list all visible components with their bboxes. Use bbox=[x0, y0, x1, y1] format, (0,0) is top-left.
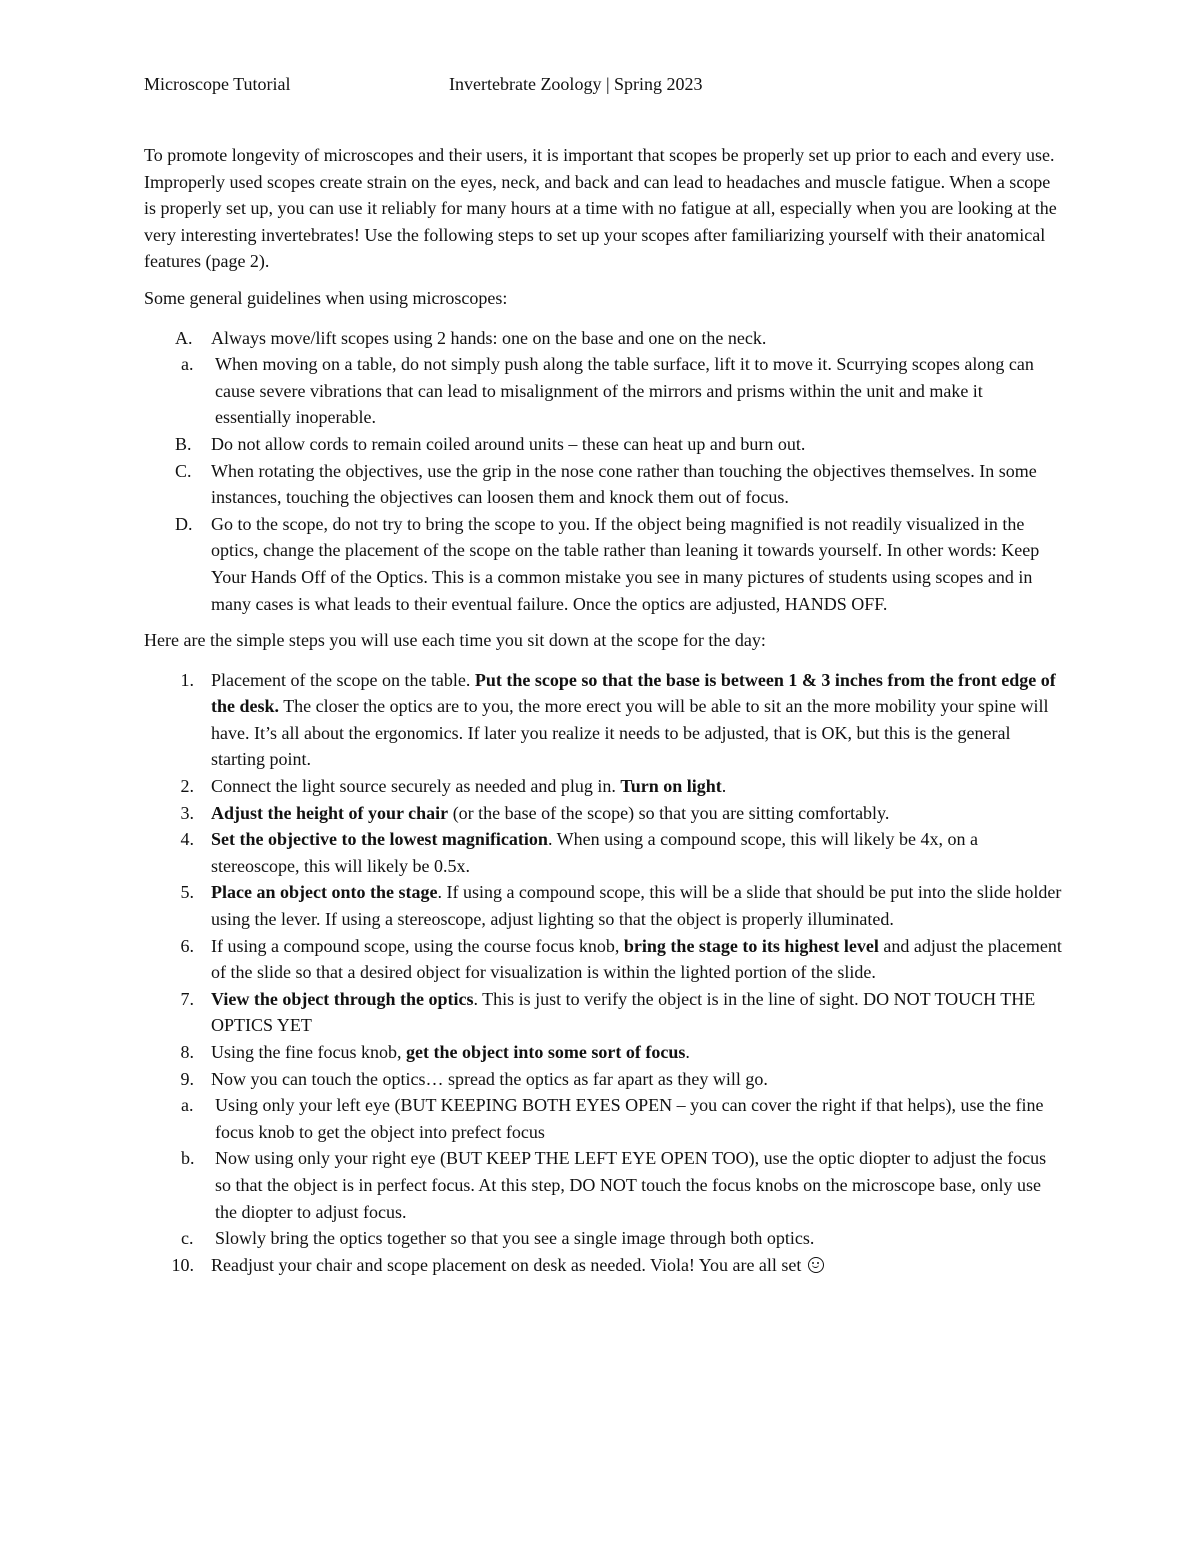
step-item: 3. Adjust the height of your chair (or the base of the scope) so that you are sitting comfortably. bbox=[180, 802, 890, 823]
step-item: 6. If using a compound scope, using the course focus knob, bring the stage to its highest level and adjust the placement of the slide so that a desired object for visualization is within the lighted portion of the slide. bbox=[180, 935, 1062, 983]
list-subitem: a. When moving on a table, do not simply push along the table surface, lift it to move it. Scurrying scopes along can cause severe vibrations that can lead to misalignment of the mirrors and prisms within the unit and make it essentially inoperable. bbox=[181, 354, 1034, 428]
list-item: D. Go to the scope, do not try to bring the scope to you. If the object being magnified is not readily visualized in the optics, change the placement of the scope on the table rather than leaning it towards yourself. In other words: Keep Your Hands Off of the Optics. This is a common mistake you see in many pictures of students using scopes and in many cases is what leads to their eventual failure. Once the optics are adjusted, HANDS OFF. bbox=[175, 513, 1040, 614]
smiley-icon bbox=[808, 1257, 824, 1273]
page-header bbox=[144, 71, 1056, 97]
step-item: 5. Place an object onto the stage. If using a compound scope, this will be a slide that should be put into the slide holder using the lever. If using a stereoscope, adjust lighting so that the object is properly illuminated. bbox=[180, 882, 1062, 930]
guidelines-heading: Some general guidelines when using microscopes: bbox=[144, 287, 508, 308]
step-subitem: a. Using only your left eye (BUT KEEPING BOTH EYES OPEN – you can cover the right if that helps), use the fine focus knob to get the object into prefect focus bbox=[181, 1095, 1044, 1142]
step-subitem: b. Now using only your right eye (BUT KEEP THE LEFT EYE OPEN TOO), use the optic diopter to adjust the focus so that the object is in perfect focus. At this step, DO NOT touch the focus knobs on the microscope base, only use the diopter to adjust focus. bbox=[181, 1148, 1047, 1222]
header-center: Invertebrate Zoology | Spring 2023 bbox=[449, 74, 703, 94]
list-item: C. When rotating the objectives, use the grip in the nose cone rather than touching the objectives themselves. In some instances, touching the objectives can loosen them and knock them out of focus. bbox=[175, 460, 1037, 508]
document-body bbox=[144, 142, 1062, 1278]
list-item: A. Always move/lift scopes using 2 hands: one on the base and one on the neck. bbox=[175, 327, 767, 348]
step-item: 4. Set the objective to the lowest magnification. When using a compound scope, this will likely be 4x, on a stereoscope, this will likely be 0.5x. bbox=[180, 829, 979, 876]
steps-heading: Here are the simple steps you will use each time you sit down at the scope for the day: bbox=[144, 630, 766, 651]
step-item: 10. Readjust your chair and scope placement on desk as needed. Viola! You are all set bbox=[144, 1252, 1062, 1279]
intro-paragraph: To promote longevity of microscopes and their users, it is important that scopes be properly set up prior to each and every use. Improperly used scopes create strain on the eyes, neck, and back and can lead to headaches and muscle fatigue. When a scope is properly set up, you can use it reliably for many hours at a time with no fatigue at all, especially when you are looking at the very interesting invertebrates! Use the following steps to set up your scopes after familiarizing yourself with their anatomical features (page 2). bbox=[144, 145, 1057, 272]
list-item: B. Do not allow cords to remain coiled around units – these can heat up and burn out. bbox=[175, 433, 806, 454]
step-item: 9. Now you can touch the optics… spread the optics as far apart as they will go. bbox=[180, 1068, 768, 1089]
step-item: 2. Connect the light source securely as needed and plug in. Turn on light. bbox=[180, 776, 727, 797]
step-item: 8. Using the fine focus knob, get the object into some sort of focus. bbox=[180, 1042, 690, 1062]
header-left: Microscope Tutorial bbox=[144, 74, 291, 94]
step-subitem: c. Slowly bring the optics together so that you see a single image through both optics. bbox=[181, 1228, 815, 1249]
guidelines-list bbox=[144, 325, 1062, 618]
step-item: 7. View the object through the optics. This is just to verify the object is in the line of sight. DO NOT TOUCH THE OPTICS YET bbox=[180, 988, 1036, 1036]
step-item: 1. Placement of the scope on the table. Put the scope so that the base is between 1 & 3 inches from the front edge of the desk. The closer the optics are to you, the more erect you will be able to sit an the more mobility your spine will have. It’s all about the ergonomics. If later you realize it needs to be adjusted, that is OK, but this is the general starting point. bbox=[180, 669, 1056, 770]
steps-list bbox=[144, 667, 1062, 1279]
